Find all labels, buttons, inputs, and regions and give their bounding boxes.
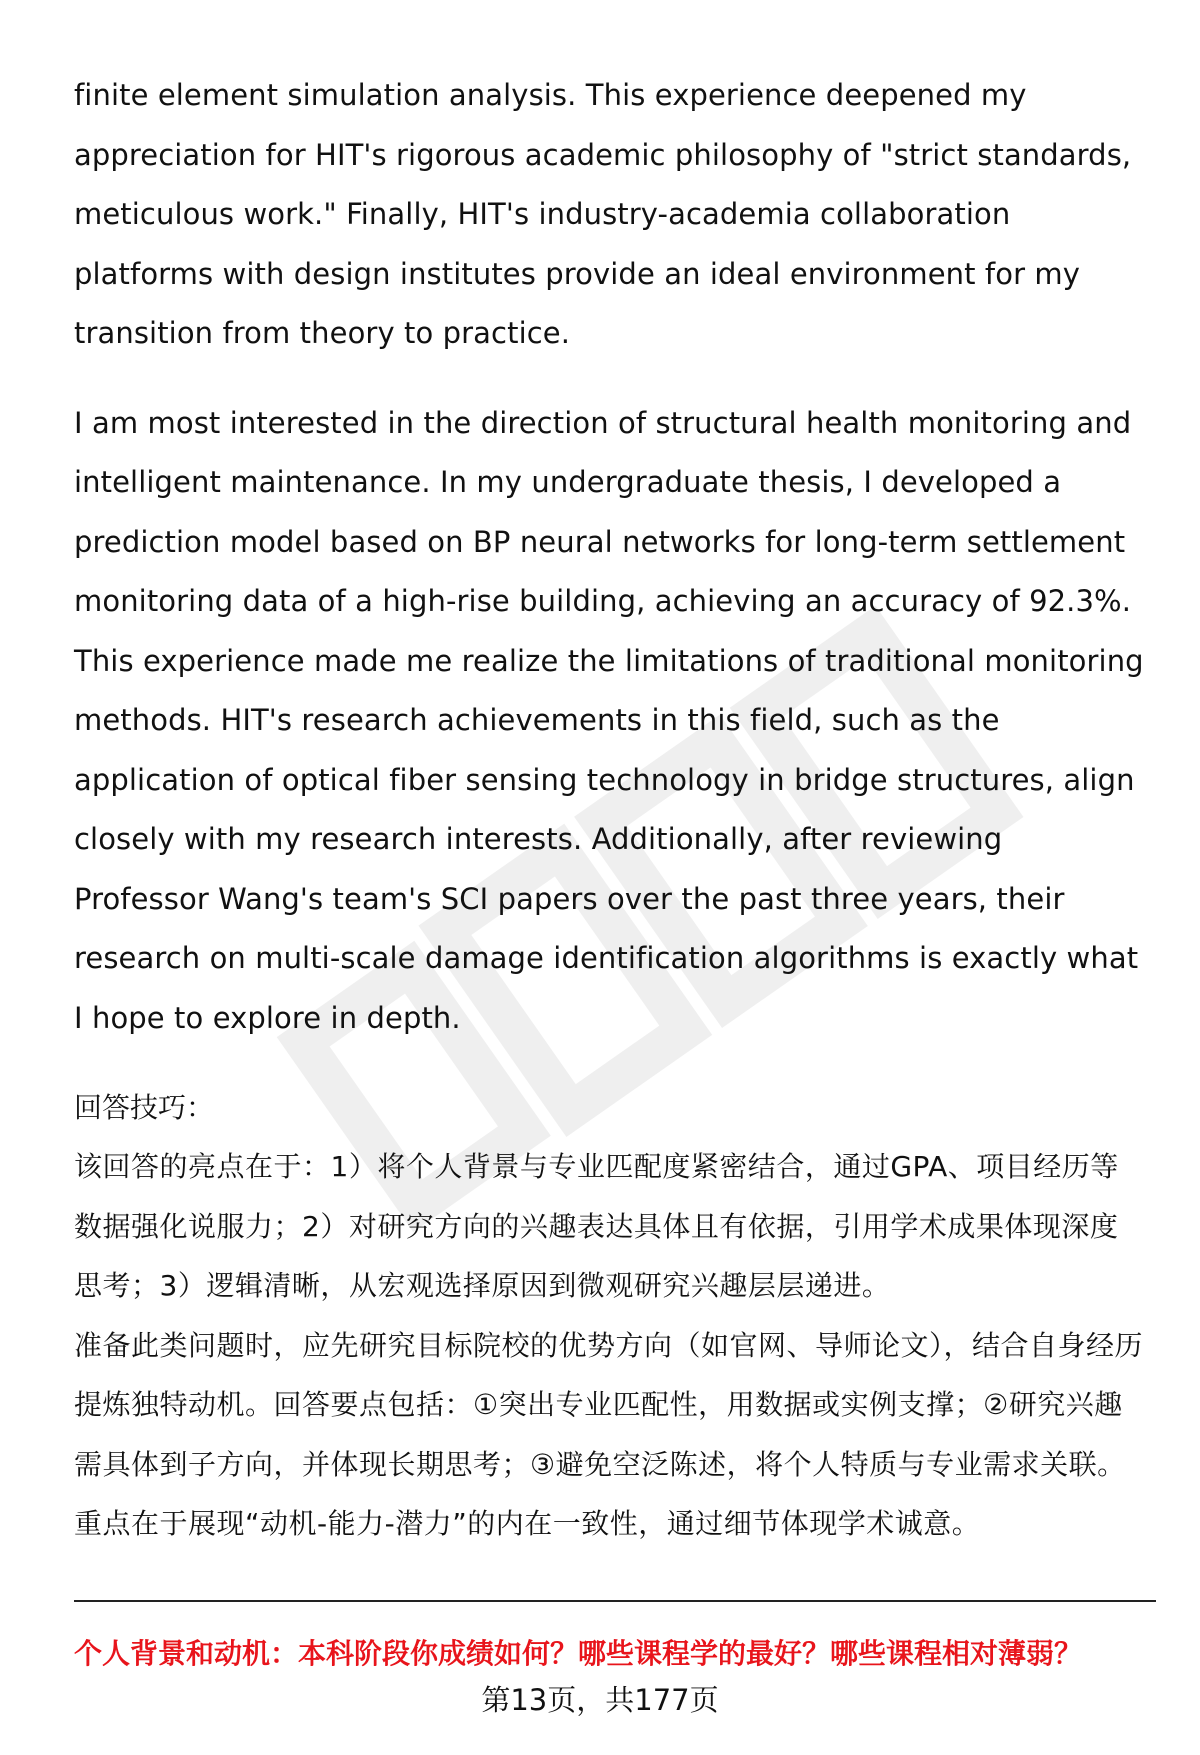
next-question-title: 个人背景和动机：本科阶段你成绩如何？哪些课程学的最好？哪些课程相对薄弱？ <box>74 1637 1083 1670</box>
page-number: 第13页，共177页 <box>481 1683 719 1717</box>
answer-paragraph-2: I am most interested in the direction of structural health monitoring and intelligent maintenance. In my undergraduate thesis, I developed a prediction model based on BP neural networks for long-term settlement monitoring data of a high-rise building, achieving an accuracy of 92.3%. This experience made me realize the limitations of traditional monitoring methods. HIT's research achievements in this field, such as the application of optical fiber sensing technology in bridge structures, align closely with my research interests. Additionally, after reviewing Professor Wang's team's SCI papers over the past three years, their research on multi-scale damage identification algorithms is exactly what I hope to explore in depth. <box>74 405 1144 1035</box>
main-content <box>74 66 1146 1554</box>
tips-heading: 回答技巧： <box>74 1091 215 1124</box>
footer-divider <box>74 1600 1156 1602</box>
answer-paragraph-1: finite element simulation analysis. This experience deepened my appreciation for HIT's rigorous academic philosophy of "strict standards, meticulous work." Finally, HIT's industry-academia collaboration platforms with design institutes provide an ideal environment for my transition from theory to practice. <box>74 78 1132 350</box>
tips-paragraph-1: 该回答的亮点在于：1）将个人背景与专业匹配度紧密结合，通过GPA、项目经历等数据强化说服力；2）对研究方向的兴趣表达具体且有依据，引用学术成果体现深度思考；3）逻辑清晰，从宏观选择原因到微观研究兴趣层层递进。 <box>74 1150 1119 1302</box>
answer-tips-section <box>74 1078 1146 1554</box>
tips-paragraph-2: 准备此类问题时，应先研究目标院校的优势方向（如官网、导师论文），结合自身经历提炼独特动机。回答要点包括：①突出专业匹配性，用数据或实例支撑；②研究兴趣需具体到子方向，并体现长期思考；③避免空泛陈述，将个人特质与专业需求关联。重点在于展现“动机-能力-潜力”的内在一致性，通过细节体现学术诚意。 <box>74 1328 1144 1540</box>
